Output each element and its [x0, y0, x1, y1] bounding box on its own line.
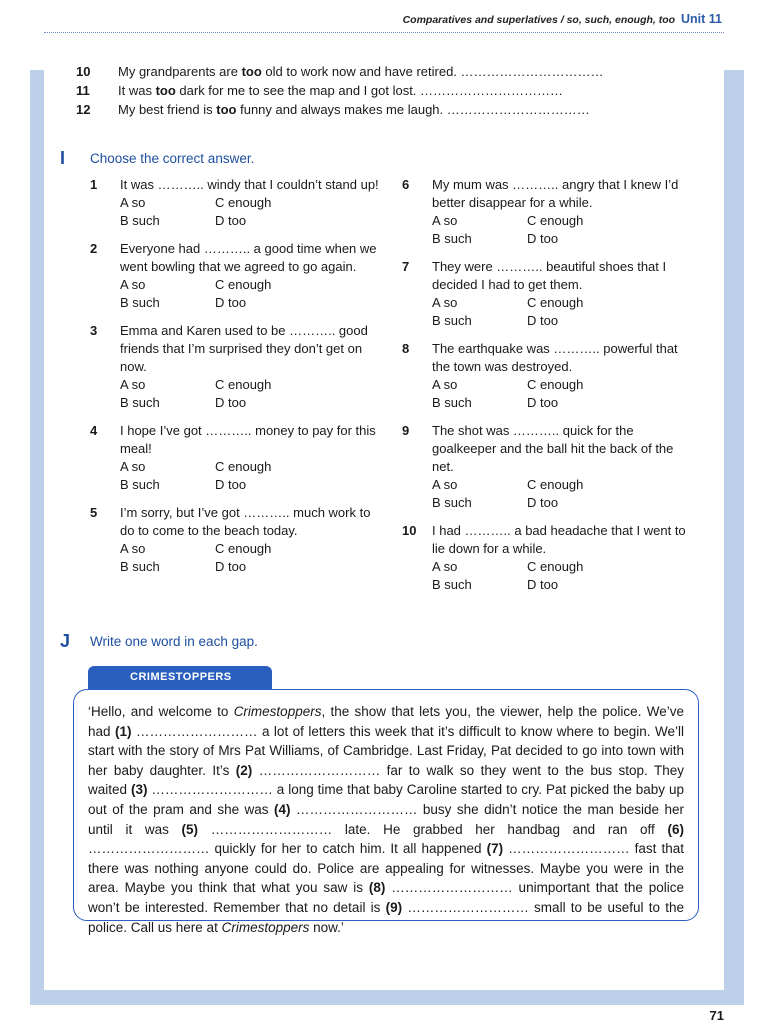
page-number: 71 — [709, 1008, 724, 1023]
list-item — [76, 83, 604, 102]
gap-4[interactable]: ……………………… — [295, 801, 418, 817]
header-rule — [44, 32, 724, 33]
option-d[interactable]: D too — [527, 495, 559, 510]
question-text: Emma and Karen used to be ……….. good friends that I’m surprised they don’t get on now. — [120, 323, 368, 374]
gap-9[interactable]: ……………………… — [407, 899, 529, 915]
option-a[interactable]: A so — [432, 559, 458, 574]
gap-2[interactable]: ……………………… — [258, 762, 381, 778]
option-b[interactable]: B such — [432, 313, 472, 328]
option-b[interactable]: B such — [432, 577, 472, 592]
section-i-heading — [60, 148, 254, 169]
question-text: I’m sorry, but I’ve got ……….. much work to do to come to the beach today. — [120, 505, 371, 538]
section-j-heading — [60, 631, 258, 652]
option-b[interactable]: B such — [432, 395, 472, 410]
gap-number: (2) — [235, 762, 253, 778]
option-d[interactable]: D too — [527, 395, 559, 410]
answer-options — [120, 376, 380, 412]
option-d[interactable]: D too — [215, 559, 247, 574]
question — [90, 422, 380, 494]
list-item — [76, 64, 604, 83]
item-text: My grandparents are too old to work now and have retired. …………………………… — [118, 64, 604, 79]
option-a[interactable]: A so — [432, 295, 458, 310]
section-instruction: Choose the correct answer. — [90, 151, 255, 166]
question-number: 6 — [402, 177, 410, 192]
header-title: Comparatives and superlatives / so, such, enough, too — [402, 14, 676, 26]
gap-number: (1) — [115, 723, 132, 739]
question-text: The earthquake was ……….. powerful that the town was destroyed. — [432, 341, 678, 374]
question — [402, 422, 692, 512]
option-a[interactable]: A so — [432, 213, 458, 228]
option-c[interactable]: C enough — [215, 377, 272, 392]
question — [402, 176, 692, 248]
answer-options — [120, 276, 380, 312]
gap-number: (4) — [274, 801, 291, 817]
option-d[interactable]: D too — [527, 577, 559, 592]
page-border-bottom — [30, 990, 744, 1005]
gap-5[interactable]: ……………………… — [210, 821, 333, 837]
option-d[interactable]: D too — [215, 295, 247, 310]
option-a[interactable]: A so — [432, 477, 458, 492]
answer-options — [432, 294, 692, 330]
option-d[interactable]: D too — [215, 213, 247, 228]
passage-box: ‘Hello, and welcome to Crimestoppers, the show that lets you, the viewer, help the police. We’ve had (1) ……………………… a lot of letters this week that it’s difficult to know where to begin. We’ll start with the story of Mrs Pat Williams, of Cambridge. Last Friday, Pat decided to go into town with her baby daughter. It’s (2) ……………………… far to walk so they went to the bus stop. They waited (3) ……………………… a long time that baby Caroline started to cry. Pat picked the baby up out of the pram and she was (4) ……………………… busy she didn’t notice the man beside her until it was (5) ……………………… late. He grabbed her handbag and ran off (6) ……………………… quickly for her to catch him. It all happened (7) ……………………… fast that there was nothing anyone could do. Police are appealing for witnesses. Maybe you were in the area. Maybe you think that what you saw is (8) ……………………… unimportant that the police won’t be interested. Remember that no detail is (9) ……………………… small to be useful to the police. Call us here at Crimestoppers now.’ — [73, 689, 699, 921]
item-number: 10 — [76, 64, 91, 79]
answer-options — [120, 458, 380, 494]
question — [90, 176, 380, 230]
question — [402, 522, 692, 594]
item-text: It was too dark for me to see the map and I got lost. …………………………… — [118, 83, 564, 98]
question-number: 3 — [90, 323, 98, 338]
list-item — [76, 102, 604, 121]
option-d[interactable]: D too — [527, 231, 559, 246]
question-number: 4 — [90, 423, 98, 438]
option-c[interactable]: C enough — [215, 195, 272, 210]
gap-number: (3) — [130, 782, 148, 798]
answer-options — [432, 558, 692, 594]
question-number: 8 — [402, 341, 410, 356]
gap-number: (7) — [486, 841, 504, 857]
option-b[interactable]: B such — [432, 231, 472, 246]
gap-number: (8) — [368, 880, 386, 896]
question-number: 5 — [90, 505, 98, 520]
option-d[interactable]: D too — [215, 477, 247, 492]
gap-number: (6) — [667, 821, 684, 837]
question-number: 7 — [402, 259, 410, 274]
item-text: My best friend is too funny and always makes me laugh. …………………………… — [118, 102, 590, 117]
question-number: 1 — [90, 177, 98, 192]
option-b[interactable]: B such — [120, 295, 160, 310]
option-c[interactable]: C enough — [215, 541, 272, 556]
question-text: Everyone had ……….. a good time when we went bowling that we agreed to go again. — [120, 241, 377, 274]
answer-options — [432, 476, 692, 512]
item-number: 11 — [76, 83, 90, 98]
answer-options — [120, 194, 380, 230]
option-a[interactable]: A so — [120, 459, 146, 474]
answer-options — [432, 212, 692, 248]
option-b[interactable]: B such — [432, 495, 472, 510]
option-a[interactable]: A so — [432, 377, 458, 392]
section-instruction: Write one word in each gap. — [90, 634, 258, 649]
option-b[interactable]: B such — [120, 477, 160, 492]
option-c[interactable]: C enough — [215, 277, 272, 292]
option-d[interactable]: D too — [527, 313, 559, 328]
page-border-right — [724, 70, 744, 1005]
option-c[interactable]: C enough — [527, 477, 584, 492]
option-a[interactable]: A so — [120, 541, 146, 556]
questions-right-column — [402, 176, 692, 604]
option-b[interactable]: B such — [120, 213, 160, 228]
question-text: My mum was ……….. angry that I knew I’d better disappear for a while. — [432, 177, 679, 210]
gap-7[interactable]: ……………………… — [508, 841, 630, 857]
question — [90, 240, 380, 312]
option-b[interactable]: B such — [120, 559, 160, 574]
question — [90, 322, 380, 412]
option-c[interactable]: C enough — [215, 459, 272, 474]
gap-6[interactable]: ……………………… — [88, 841, 210, 857]
section-letter: I — [60, 148, 66, 168]
question-number: 9 — [402, 423, 410, 438]
option-c[interactable]: C enough — [527, 559, 584, 574]
option-c[interactable]: C enough — [527, 213, 584, 228]
answer-options — [120, 540, 380, 576]
show-title: Crimestoppers — [233, 704, 322, 719]
question-text: The shot was ……….. quick for the goalkeeper and the ball hit the back of the net. — [432, 423, 674, 474]
gap-number: (9) — [385, 899, 403, 915]
gap-3[interactable]: ……………………… — [151, 782, 273, 798]
option-a[interactable]: A so — [120, 277, 146, 292]
question-text: They were ……….. beautiful shoes that I decided I had to get them. — [432, 259, 667, 292]
question-text: I had ……….. a bad headache that I went to lie down for a while. — [432, 523, 686, 556]
option-c[interactable]: C enough — [527, 295, 584, 310]
passage-title: CRIMESTOPPERS — [130, 671, 232, 683]
item-number: 12 — [76, 102, 91, 117]
show-title: Crimestoppers — [221, 919, 310, 935]
option-a[interactable]: A so — [120, 195, 146, 210]
option-a[interactable]: A so — [120, 377, 146, 392]
question-text: I hope I’ve got ……….. money to pay for this meal! — [120, 423, 376, 456]
gap-number: (5) — [181, 821, 199, 837]
section-letter: J — [60, 631, 71, 651]
question — [90, 504, 380, 576]
gap-1[interactable]: ……………………… — [135, 723, 258, 739]
option-b[interactable]: B such — [120, 395, 160, 410]
page-border-left — [30, 70, 44, 1005]
answer-options — [432, 376, 692, 412]
option-c[interactable]: C enough — [527, 377, 584, 392]
gap-8[interactable]: ……………………… — [391, 880, 513, 896]
question-number: 10 — [402, 523, 417, 538]
question-text: It was ……….. windy that I couldn’t stand up! — [120, 177, 379, 192]
option-d[interactable]: D too — [215, 395, 247, 410]
question — [402, 340, 692, 412]
question-number: 2 — [90, 241, 98, 256]
questions-left-column — [90, 176, 380, 586]
question — [402, 258, 692, 330]
unit-label: Unit 11 — [681, 12, 722, 26]
previous-exercise-list — [76, 64, 604, 121]
running-header — [403, 12, 722, 26]
